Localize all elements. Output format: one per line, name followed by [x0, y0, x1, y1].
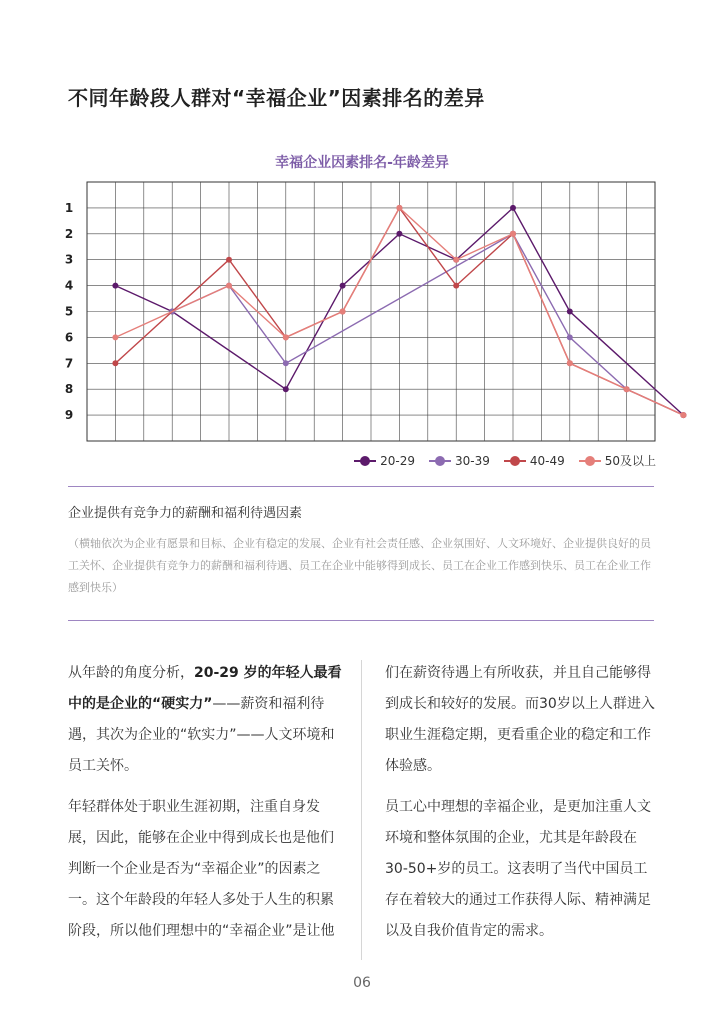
data-point — [226, 283, 232, 289]
y-tick-label: 6 — [64, 330, 74, 345]
column-divider — [361, 660, 362, 960]
legend-item — [354, 454, 415, 468]
divider-bottom — [68, 620, 654, 621]
y-tick-label: 5 — [64, 304, 74, 319]
data-point — [340, 309, 346, 315]
paragraph: 年轻群体处于职业生涯初期，注重自身发展，因此，能够在企业中得到成长也是他们判断一个企业是否为“幸福企业”的因素之一。这个年龄段的年轻人多处于人生的积累阶段，所以他们理想中的“幸福企业”是让他 — [68, 799, 335, 939]
page-title: 不同年龄段人群对“幸福企业”因素排名的差异 — [68, 86, 485, 110]
legend-label: 40-49 — [529, 453, 565, 468]
data-point — [283, 360, 289, 366]
legend-item — [579, 452, 656, 469]
data-point — [340, 283, 346, 289]
data-point — [283, 386, 289, 392]
legend-label: 50及以上 — [604, 454, 656, 468]
legend-swatch — [354, 456, 376, 466]
chart-title: 幸福企业因素排名-年龄差异 — [275, 155, 449, 171]
y-tick-label: 9 — [64, 408, 74, 423]
note-heading: 企业提供有竞争力的薪酬和福利待遇因素 — [68, 506, 303, 521]
paragraph — [68, 658, 342, 782]
legend-item — [504, 454, 565, 468]
data-point — [567, 360, 573, 366]
paragraph: 们在薪资待遇上有所收获，并且自己能够得到成长和较好的发展。而30岁以上人群进入职业生涯稳定期，更看重企业的稳定和工作体验感。 — [385, 665, 655, 774]
divider-top — [68, 486, 654, 487]
y-tick-label: 7 — [64, 356, 74, 371]
legend-item — [429, 454, 490, 468]
line-chart — [0, 0, 724, 450]
legend-label: 20-29 — [380, 453, 415, 468]
data-point — [510, 205, 516, 211]
data-point — [112, 334, 118, 340]
y-tick-label: 8 — [64, 382, 74, 397]
legend-swatch — [429, 456, 451, 466]
paragraph: 员工心中理想的幸福企业，是更加注重人文环境和整体氛围的企业，尤其是年龄段在30-50+岁的员工。这表明了当代中国员工存在着较大的通过工作获得人际、精神满足以及自我价值肯定的需求。 — [385, 799, 651, 939]
y-tick-label: 1 — [64, 200, 74, 215]
body-column-left — [68, 658, 342, 957]
paragraph-lead: 从年龄的角度分析， — [68, 665, 194, 681]
y-tick-label: 2 — [64, 226, 74, 241]
legend-swatch — [579, 456, 601, 466]
data-point — [453, 283, 459, 289]
chart-legend — [354, 452, 656, 469]
data-point — [396, 205, 402, 211]
legend-label: 30-39 — [454, 453, 490, 468]
data-point — [226, 257, 232, 263]
y-tick-label: 3 — [64, 252, 74, 267]
paragraph-emphasis: 20-29 岁的年轻人最看中的是企业的“硬实力” — [68, 665, 342, 712]
data-point — [283, 334, 289, 340]
data-point — [112, 360, 118, 366]
data-point — [510, 231, 516, 237]
paragraph-rest: ——薪资和福利待遇，其次为企业的“软实力”——人文环境和员工关怀。 — [68, 696, 335, 774]
y-tick-label: 4 — [64, 278, 74, 293]
note-text: （横轴依次为企业有愿景和目标、企业有稳定的发展、企业有社会责任感、企业氛围好、人文环境好、企业提供良好的员工关怀、企业提供有竞争力的薪酬和福利待遇、员工在企业中能够得到成长、员工在企业工作感到快乐、员工在企业工作感到快乐） — [68, 537, 651, 594]
data-point — [624, 386, 630, 392]
page-number: 06 — [353, 975, 371, 991]
data-point — [567, 334, 573, 340]
data-point — [567, 309, 573, 315]
body-column-right — [385, 658, 659, 957]
data-point — [396, 231, 402, 237]
data-point — [112, 283, 118, 289]
legend-swatch — [504, 456, 526, 466]
data-point — [453, 257, 459, 263]
data-point — [680, 412, 686, 418]
